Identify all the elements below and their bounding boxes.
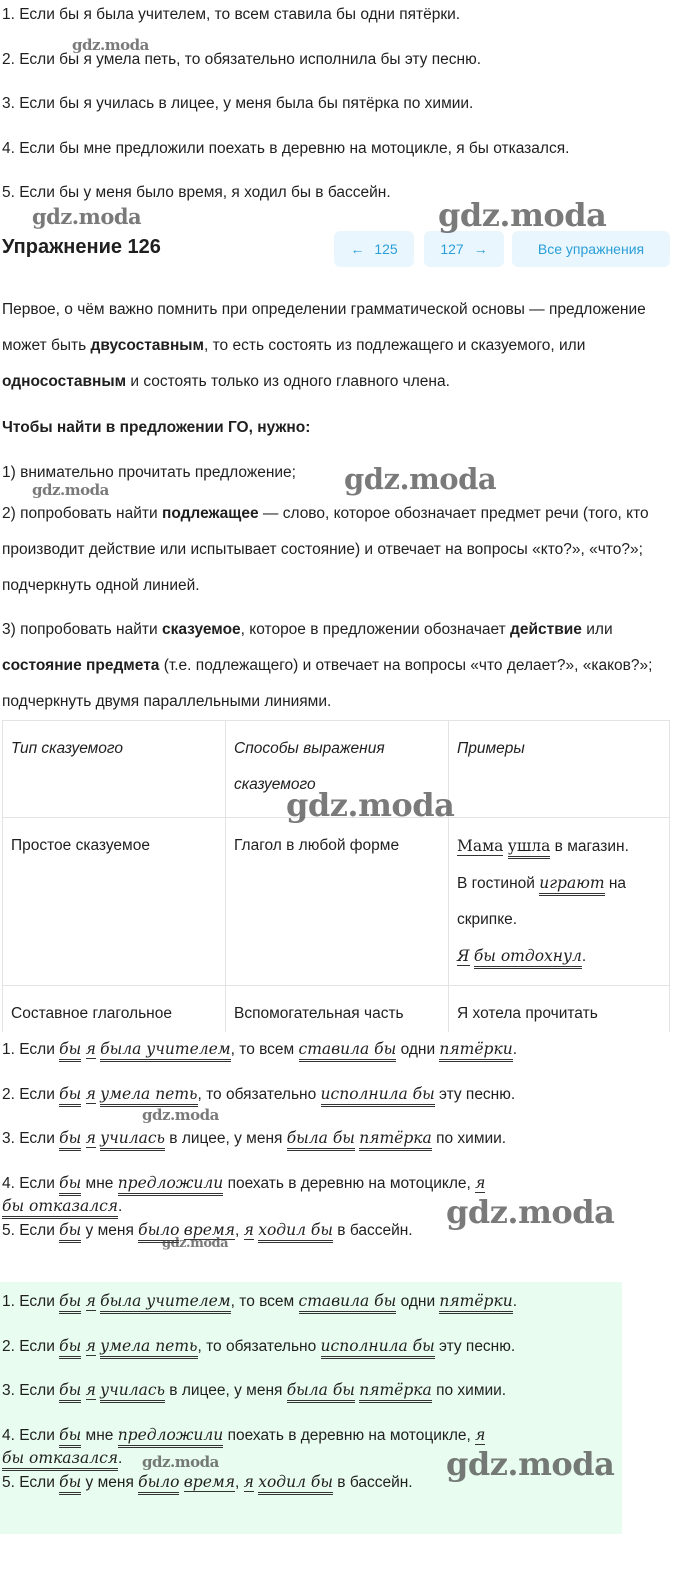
table-cell: Глагол в любой форме bbox=[226, 818, 449, 986]
predicate: бы отказался bbox=[2, 1449, 118, 1471]
predicate: играют bbox=[539, 874, 604, 896]
watermark: gdz.moda bbox=[72, 36, 149, 54]
subject: Мама bbox=[457, 837, 504, 855]
list-item: 5. Если бы у меня было время, я ходил бы в бассейн. bbox=[2, 184, 391, 201]
text: мне bbox=[81, 1426, 118, 1444]
predicate: пятёрки bbox=[439, 1292, 512, 1314]
answer-item bbox=[2, 1335, 632, 1380]
theory-text-2 bbox=[2, 410, 674, 446]
arrow-right-icon: → bbox=[473, 241, 488, 257]
predicate: ставила бы bbox=[299, 1040, 397, 1062]
exercise-header bbox=[0, 231, 680, 269]
predicate: ушла bbox=[508, 837, 551, 859]
answer-item bbox=[2, 1379, 632, 1424]
text: 1. Если bbox=[2, 1293, 60, 1310]
all-exercises-button[interactable] bbox=[512, 231, 670, 267]
prev-exercise-button[interactable] bbox=[334, 231, 414, 267]
table-row bbox=[3, 818, 670, 986]
predicate: ставила бы bbox=[299, 1292, 397, 1314]
table-cell bbox=[449, 818, 670, 986]
answer-item bbox=[2, 1083, 632, 1128]
text: 3. Если bbox=[2, 1382, 60, 1399]
predicate: бы bbox=[59, 1381, 81, 1403]
predicate: ходил бы bbox=[258, 1473, 333, 1495]
step-2 bbox=[2, 496, 674, 604]
predicate: предложили bbox=[118, 1426, 224, 1448]
bold-term: подлежащее bbox=[161, 505, 259, 522]
subject: я bbox=[85, 1084, 96, 1103]
watermark: gdz.moda bbox=[142, 1106, 219, 1124]
predicate: бы отказался bbox=[2, 1197, 118, 1219]
bold-term: состояние предмета bbox=[2, 657, 160, 674]
text: 2. Если bbox=[2, 1337, 60, 1355]
predicate: пятёрка bbox=[359, 1129, 432, 1151]
example-line bbox=[457, 938, 661, 975]
subject: я bbox=[243, 1473, 254, 1491]
predicate: бы bbox=[59, 1473, 81, 1495]
subject: я bbox=[85, 1040, 96, 1058]
text: , то всем bbox=[230, 1041, 299, 1058]
subject: я bbox=[85, 1381, 96, 1399]
predicate: была учителем bbox=[100, 1040, 231, 1062]
text: , то есть состоять из подлежащего и сказуемого, или bbox=[204, 337, 586, 354]
text: на скрипке. bbox=[457, 875, 627, 928]
text: . bbox=[581, 948, 587, 965]
theory-paragraph bbox=[2, 292, 674, 400]
theory-text-4 bbox=[2, 496, 674, 604]
answer-item bbox=[2, 1127, 632, 1172]
text: . bbox=[118, 1197, 123, 1215]
table-row bbox=[3, 986, 670, 1033]
predicate-table bbox=[2, 720, 670, 1032]
text: в лицее, у меня bbox=[165, 1130, 287, 1147]
text: в магазин. bbox=[550, 838, 629, 855]
text: по химии. bbox=[431, 1382, 507, 1399]
answer-item bbox=[2, 1038, 632, 1083]
text: Первое, о чём важно помнить при определении грамматической основы — предложение может быть bbox=[2, 301, 646, 354]
list-item: 1. Если бы я была учителем, то всем ставила бы одни пятёрки. bbox=[2, 6, 461, 23]
predicate: предложили bbox=[118, 1174, 224, 1196]
table-cell: Вспомогательная часть bbox=[226, 986, 449, 1033]
text: у меня bbox=[81, 1474, 139, 1491]
watermark: gdz.moda bbox=[142, 1453, 219, 1471]
text: , то обязательно bbox=[197, 1337, 321, 1355]
arrow-left-icon: ← bbox=[350, 241, 365, 257]
subject: я bbox=[475, 1173, 486, 1192]
watermark: gdz.moda bbox=[344, 462, 497, 496]
text: В гостиной bbox=[457, 875, 540, 892]
all-exercises-label: Все упражнения bbox=[537, 241, 645, 257]
bold-term: двусоставным bbox=[90, 337, 205, 354]
text: в лицее, у меня bbox=[165, 1382, 287, 1399]
watermark: gdz.moda bbox=[32, 481, 109, 499]
text: , то обязательно bbox=[197, 1085, 321, 1103]
text: (т.е. подлежащего) и отвечает на вопросы «что делает?», «каков?»; подчеркнуть двумя параллельными линиями. bbox=[2, 657, 653, 710]
next-exercise-label: 127 bbox=[440, 241, 464, 257]
predicate-table-wrapper bbox=[0, 720, 680, 1032]
watermark: gdz.moda bbox=[162, 1236, 229, 1251]
predicate: бы отдохнул bbox=[474, 947, 582, 969]
step-1: 1) внимательно прочитать предложение; bbox=[2, 464, 296, 481]
text: , то всем bbox=[230, 1293, 299, 1310]
list-item: 4. Если бы мне предложили поехать в деревню на мотоцикле, я бы отказался. bbox=[2, 139, 570, 157]
text: эту песню. bbox=[434, 1085, 516, 1103]
predicate: была учителем bbox=[100, 1292, 231, 1314]
predicate: было bbox=[138, 1221, 179, 1243]
list-item: 2. Если бы я умела петь, то обязательно исполнила бы эту песню. bbox=[2, 50, 481, 68]
text: поехать в деревню на мотоцикле, bbox=[223, 1426, 476, 1444]
watermark: gdz.moda bbox=[446, 1445, 615, 1483]
text: в бассейн. bbox=[332, 1222, 413, 1239]
subject: я bbox=[243, 1221, 254, 1239]
predicate: училась bbox=[100, 1381, 165, 1403]
predicate: была бы bbox=[287, 1129, 355, 1151]
predicate: бы bbox=[59, 1129, 81, 1151]
subject: время bbox=[183, 1473, 235, 1491]
theory-text-5 bbox=[2, 612, 674, 720]
predicate: бы bbox=[59, 1085, 81, 1107]
subject: Я bbox=[457, 947, 470, 965]
text: 3) попробовать найти bbox=[2, 621, 162, 638]
text: в бассейн. bbox=[332, 1474, 413, 1491]
predicate: бы bbox=[59, 1221, 81, 1243]
predicate: бы bbox=[59, 1426, 81, 1448]
text: или bbox=[581, 621, 613, 638]
text: , которое в предложении обозначает bbox=[240, 621, 511, 638]
page-title: Упражнение 126 bbox=[2, 236, 161, 258]
text: 5. Если bbox=[2, 1222, 60, 1239]
predicate: бы bbox=[59, 1337, 81, 1359]
text: , bbox=[235, 1474, 240, 1491]
watermark: gdz.moda bbox=[446, 1193, 615, 1231]
predicate: училась bbox=[100, 1129, 165, 1151]
table-cell: Я хотела прочитать bbox=[449, 986, 670, 1033]
step-3 bbox=[2, 612, 674, 720]
text: 2) попробовать найти bbox=[2, 505, 162, 522]
prev-exercise-label: 125 bbox=[374, 241, 398, 257]
predicate: бы bbox=[59, 1292, 81, 1314]
subject: я bbox=[475, 1425, 486, 1444]
text: поехать в деревню на мотоцикле, bbox=[223, 1174, 476, 1192]
column-header: Способы выражения сказуемого bbox=[226, 721, 449, 818]
text: эту песню. bbox=[434, 1337, 516, 1355]
text: . bbox=[118, 1449, 123, 1467]
theory-text bbox=[2, 292, 674, 400]
text: . bbox=[512, 1041, 518, 1058]
predicate: бы bbox=[59, 1040, 81, 1062]
watermark: gdz.moda bbox=[286, 786, 455, 824]
watermark: gdz.moda bbox=[438, 196, 607, 234]
subject: я bbox=[85, 1129, 96, 1147]
answer-item bbox=[2, 1290, 632, 1335]
text: у меня bbox=[81, 1222, 139, 1239]
text: 4. Если bbox=[2, 1174, 60, 1192]
text: . bbox=[512, 1293, 518, 1310]
text: , bbox=[235, 1222, 240, 1239]
predicate: исполнила бы bbox=[321, 1337, 435, 1359]
predicate: пятёрка bbox=[359, 1381, 432, 1403]
bold-term: действие bbox=[510, 621, 582, 638]
subject: я bbox=[85, 1292, 96, 1310]
text: 3. Если bbox=[2, 1130, 60, 1147]
column-header: Примеры bbox=[449, 721, 670, 818]
table-cell: Простое сказуемое bbox=[3, 818, 226, 986]
text: 4. Если bbox=[2, 1426, 60, 1444]
text: 5. Если bbox=[2, 1474, 60, 1491]
next-exercise-button[interactable] bbox=[424, 231, 504, 267]
predicate: было bbox=[138, 1473, 179, 1495]
predicate: умела петь bbox=[100, 1337, 197, 1359]
subject: я bbox=[85, 1336, 96, 1355]
text: 1. Если bbox=[2, 1041, 60, 1058]
predicate: была бы bbox=[287, 1381, 355, 1403]
text: по химии. bbox=[431, 1130, 507, 1147]
text: — слово, которое обозначает предмет речи (того, кто производит действие или испытывает состояние) и отвечает на вопросы «кто?», «что?»; подчеркнуть одной линией. bbox=[2, 505, 649, 594]
predicate: исполнила бы bbox=[321, 1085, 435, 1107]
subject: время bbox=[183, 1221, 235, 1239]
predicate: пятёрки bbox=[439, 1040, 512, 1062]
example-line bbox=[457, 828, 661, 865]
text: 2. Если bbox=[2, 1085, 60, 1103]
predicate: умела петь bbox=[100, 1085, 197, 1107]
predicate: ходил бы bbox=[258, 1221, 333, 1243]
table-cell: Составное глагольное bbox=[3, 986, 226, 1033]
text: и состоять только из одного главного члена. bbox=[126, 373, 450, 390]
example-line bbox=[457, 865, 661, 938]
rule-heading: Чтобы найти в предложении ГО, нужно: bbox=[2, 419, 311, 436]
text: одни bbox=[396, 1041, 440, 1058]
watermark: gdz.moda bbox=[32, 204, 142, 229]
bold-term: односоставным bbox=[2, 373, 127, 390]
predicate: бы bbox=[59, 1174, 81, 1196]
text: мне bbox=[81, 1174, 118, 1192]
list-item: 3. Если бы я училась в лицее, у меня была бы пятёрка по химии. bbox=[2, 95, 474, 112]
column-header: Тип сказуемого bbox=[3, 721, 226, 818]
text: одни bbox=[396, 1293, 440, 1310]
bold-term: сказуемое bbox=[161, 621, 241, 638]
